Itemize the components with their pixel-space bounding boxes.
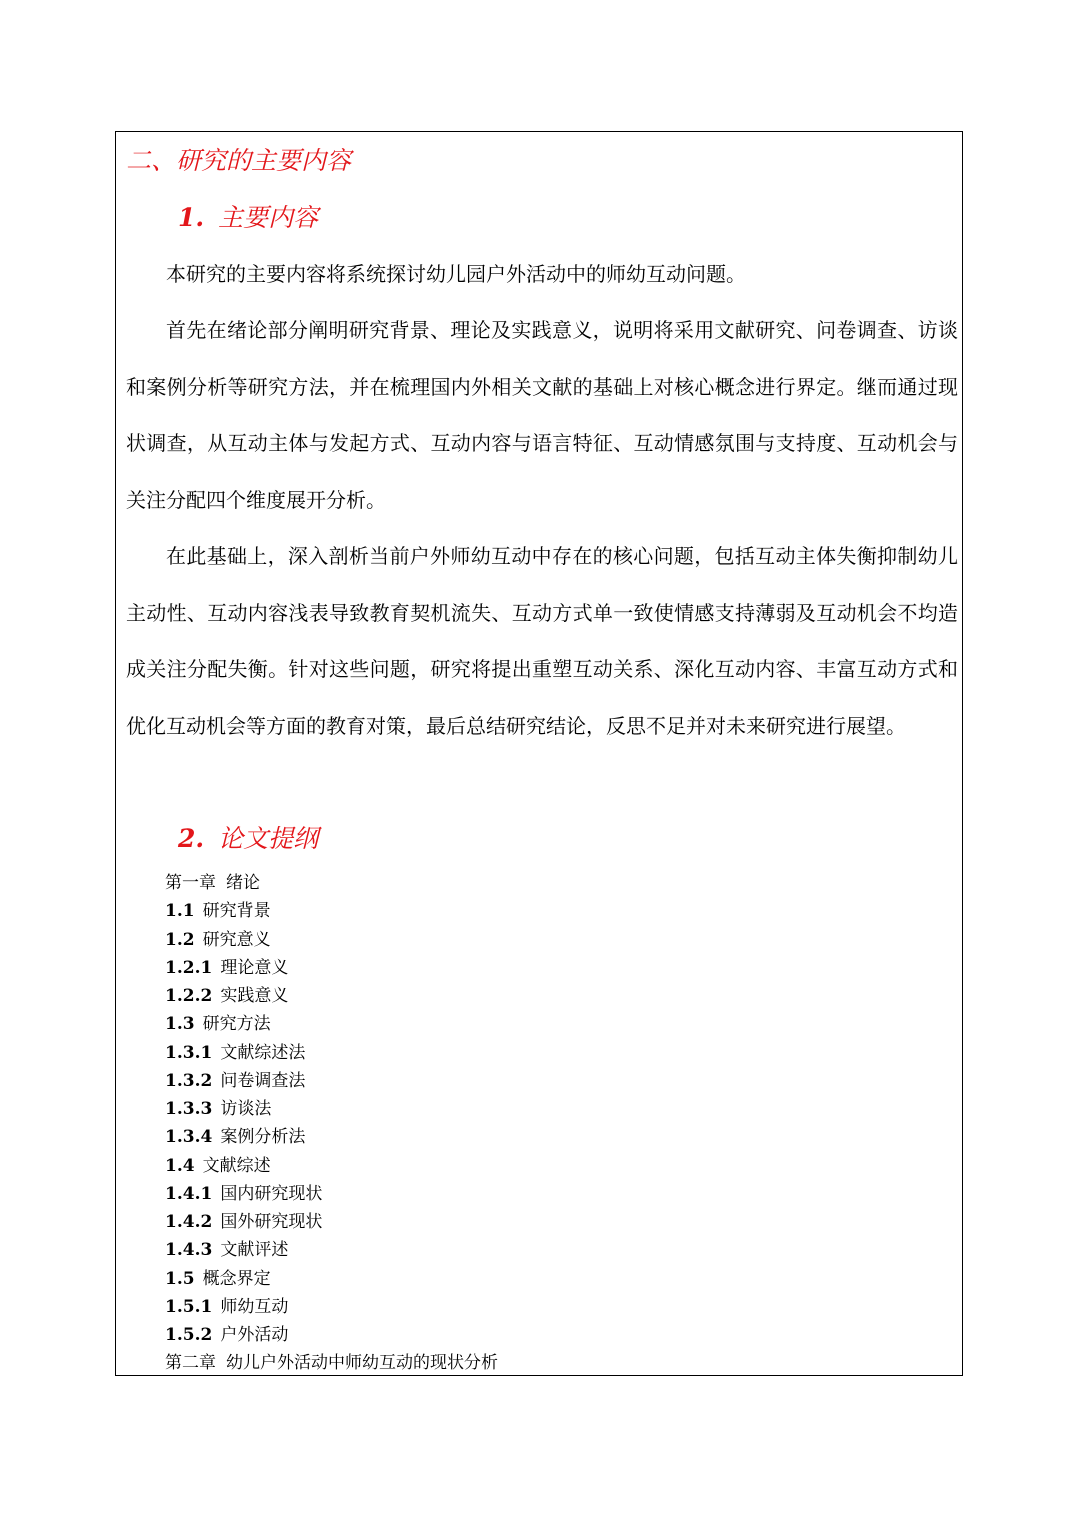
- outline-item-number: 1.3.4: [165, 1127, 213, 1148]
- outline-item-number: 1.3.2: [165, 1070, 213, 1091]
- content-paragraph-2: 首先在绪论部分阐明研究背景、理论及实践意义，说明将采用文献研究、问卷调查、访谈和案例分析等研究方法，并在梳理国内外相关文献的基础上对核心概念进行界定。继而通过现状调查，从互动主体与发起方式、互动内容与语言特征、互动情感氛围与支持度、互动机会与关注分配四个维度展开分析。: [126, 318, 958, 512]
- outline-item-text: 绪论: [226, 873, 260, 893]
- outline-item: [165, 1321, 498, 1349]
- outline-item: [165, 869, 498, 897]
- outline-item-number: 1.3.3: [165, 1099, 213, 1119]
- outline-item-text: 实践意义: [220, 986, 289, 1006]
- outline-item-number: 1.4.1: [165, 1183, 213, 1204]
- main-content-heading-text: 主要内容: [218, 203, 319, 232]
- outline-item: [165, 1208, 498, 1236]
- outline-item-number: 1.5.1: [165, 1296, 213, 1317]
- outline-item-number: 第二章: [165, 1353, 216, 1374]
- outline-item-text: 国内研究现状: [220, 1183, 323, 1204]
- outline-item: [165, 954, 498, 982]
- outline-item-text: 研究方法: [202, 1014, 271, 1035]
- outline-heading-text: 论文提纲: [218, 824, 319, 853]
- outline-item-number: 1.3.1: [165, 1042, 213, 1063]
- outline-item: [165, 1236, 498, 1264]
- outline-item: [165, 897, 498, 925]
- main-content-heading: [178, 202, 318, 234]
- outline-item-text: 问卷调查法: [220, 1070, 306, 1091]
- outline-item-text: 师幼互动: [220, 1296, 289, 1317]
- outline-item: [165, 1010, 498, 1038]
- outline-item-text: 研究意义: [202, 929, 271, 950]
- content-paragraph-3: 在此基础上，深入剖析当前户外师幼互动中存在的核心问题，包括互动主体失衡抑制幼儿主动性、互动内容浅表导致教育契机流失、互动方式单一致使情感支持薄弱及互动机会不均造成关注分配失衡。针对这些问题，研究将提出重塑互动关系、深化互动内容、丰富互动方式和优化互动机会等方面的教育对策，最后总结研究结论，反思不足并对未来研究进行展望。: [126, 544, 958, 738]
- content-table-cell: [115, 131, 963, 1376]
- outline-item-text: 文献综述: [202, 1155, 271, 1176]
- outline-item-text: 案例分析法: [220, 1127, 306, 1148]
- outline-item: [165, 1180, 498, 1208]
- outline-item: [165, 926, 498, 954]
- outline-item-text: 理论意义: [220, 957, 289, 978]
- outline-item: [165, 1349, 498, 1377]
- outline-item-text: 访谈法: [220, 1099, 272, 1119]
- outline-item-number: 1.4.3: [165, 1240, 213, 1261]
- outline-item-text: 户外活动: [220, 1325, 289, 1345]
- outline-item-number: 1.5: [165, 1268, 195, 1289]
- outline-item-text: 文献评述: [220, 1240, 289, 1261]
- outline-item: [165, 1067, 498, 1095]
- outline-item-text: 幼儿户外活动中师幼互动的现状分析: [226, 1353, 498, 1374]
- outline-item: [165, 1265, 498, 1293]
- outline-item-number: 1.2: [165, 929, 195, 950]
- outline-item-number: 第一章: [165, 873, 216, 893]
- outline-item: [165, 982, 498, 1010]
- outline-item-number: 1.2.2: [165, 986, 213, 1006]
- outline-heading-number: 2.: [178, 824, 205, 853]
- main-content-heading-number: 1.: [178, 203, 205, 232]
- outline-item: [165, 1095, 498, 1123]
- outline-item: [165, 1293, 498, 1321]
- outline-item-text: 国外研究现状: [220, 1212, 323, 1232]
- outline-item-number: 1.4.2: [165, 1212, 213, 1232]
- outline-heading: [178, 823, 318, 855]
- outline-item-number: 1.5.2: [165, 1325, 213, 1345]
- section-title: 二、研究的主要内容: [126, 146, 352, 175]
- outline-item-number: 1.2.1: [165, 957, 213, 978]
- outline-item: [165, 1039, 498, 1067]
- outline-item-number: 1.4: [165, 1155, 195, 1176]
- outline-item-text: 文献综述法: [220, 1042, 306, 1063]
- outline-item-number: 1.3: [165, 1014, 195, 1035]
- outline-item-text: 概念界定: [202, 1268, 271, 1289]
- thesis-outline-list: [165, 869, 498, 1378]
- outline-item: [165, 1123, 498, 1151]
- outline-item-text: 研究背景: [202, 901, 271, 922]
- outline-item: [165, 1152, 498, 1180]
- content-paragraph-1: 本研究的主要内容将系统探讨幼儿园户外活动中的师幼互动问题。: [166, 262, 746, 286]
- outline-item-number: 1.1: [165, 901, 195, 922]
